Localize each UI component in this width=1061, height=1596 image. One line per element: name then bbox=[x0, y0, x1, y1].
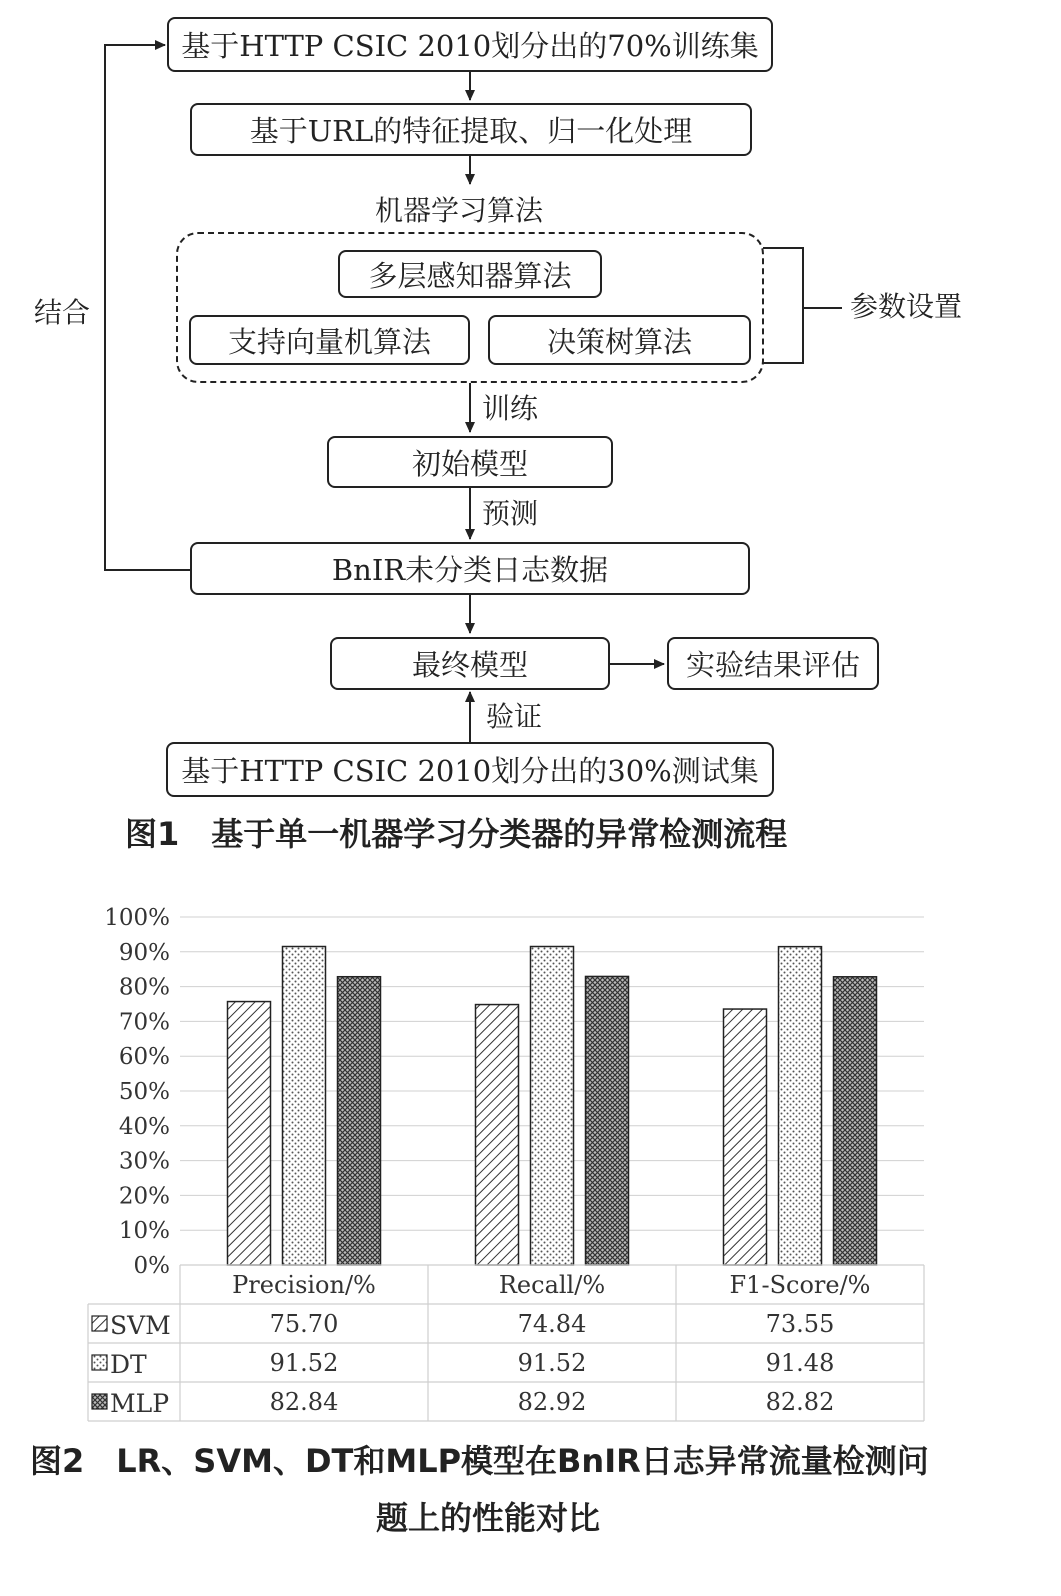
y-tick-label: 80% bbox=[118, 974, 170, 1001]
dt-algorithm-box: 决策树算法 bbox=[488, 315, 751, 365]
y-tick-label: 0% bbox=[133, 1253, 170, 1279]
evaluation-box: 实验结果评估 bbox=[667, 637, 879, 690]
y-tick-label: 100% bbox=[104, 905, 170, 931]
data-label: 82.82 bbox=[765, 1388, 835, 1416]
legend-label-mlp: MLP bbox=[110, 1389, 170, 1418]
y-tick-label: 30% bbox=[118, 1148, 170, 1175]
figure2-caption-line1: 图2 LR、SVM、DT和MLP模型在BnIR日志异常流量检测问 bbox=[30, 1442, 929, 1480]
bar-svm-2 bbox=[724, 1009, 767, 1265]
param-setting-label: 参数设置 bbox=[850, 290, 963, 323]
bar-dt-1 bbox=[531, 947, 574, 1265]
legend-label-dt: DT bbox=[110, 1350, 147, 1379]
ml-algorithms-title: 机器学习算法 bbox=[375, 194, 544, 227]
y-axis-ticks bbox=[104, 905, 170, 1279]
bar-dt-0 bbox=[283, 947, 326, 1265]
initial-model-box: 初始模型 bbox=[327, 436, 613, 488]
data-label: 91.48 bbox=[765, 1349, 835, 1377]
category-label: Precision/% bbox=[232, 1271, 376, 1299]
feature-extraction-box: 基于URL的特征提取、归一化处理 bbox=[190, 103, 752, 156]
y-tick-label: 10% bbox=[118, 1218, 170, 1245]
mlp-algorithm-box: 多层感知器算法 bbox=[338, 250, 602, 298]
data-label: 73.55 bbox=[765, 1310, 835, 1338]
y-tick-label: 90% bbox=[118, 939, 170, 966]
y-tick-label: 70% bbox=[118, 1009, 170, 1036]
bars bbox=[228, 947, 877, 1265]
category-label: F1-Score/% bbox=[729, 1271, 871, 1299]
legend-label-svm: SVM bbox=[110, 1311, 171, 1340]
combine-label: 结合 bbox=[34, 296, 91, 329]
predict-label: 预测 bbox=[482, 497, 539, 530]
data-label: 75.70 bbox=[269, 1310, 339, 1338]
bar-mlp-0 bbox=[338, 977, 381, 1265]
legend-swatch-svm bbox=[92, 1316, 107, 1331]
data-label: 82.92 bbox=[517, 1388, 587, 1416]
bnir-data-box: BnIR未分类日志数据 bbox=[190, 542, 750, 595]
y-tick-label: 60% bbox=[118, 1044, 170, 1071]
train-label: 训练 bbox=[482, 392, 539, 425]
bar-mlp-1 bbox=[586, 976, 629, 1265]
data-label: 91.52 bbox=[517, 1349, 587, 1377]
legend-swatch-dt bbox=[92, 1355, 107, 1370]
y-tick-label: 40% bbox=[118, 1113, 170, 1140]
data-label: 74.84 bbox=[517, 1310, 587, 1338]
y-tick-label: 50% bbox=[118, 1079, 170, 1105]
final-model-box: 最终模型 bbox=[330, 637, 610, 690]
performance-chart bbox=[0, 890, 1061, 1440]
train-set-box: 基于HTTP CSIC 2010划分出的70%训练集 bbox=[167, 17, 773, 72]
data-table bbox=[88, 1265, 924, 1421]
verify-label: 验证 bbox=[486, 700, 543, 733]
figure1-caption: 图1 基于单一机器学习分类器的异常检测流程 bbox=[125, 815, 788, 853]
param-bracket bbox=[763, 248, 803, 363]
bar-dt-2 bbox=[779, 947, 822, 1265]
legend-swatch-mlp bbox=[92, 1394, 107, 1409]
bar-mlp-2 bbox=[834, 977, 877, 1265]
data-label: 82.84 bbox=[269, 1388, 339, 1416]
y-tick-label: 20% bbox=[118, 1183, 170, 1210]
category-label: Recall/% bbox=[498, 1271, 606, 1299]
figure2-caption-line2: 题上的性能对比 bbox=[376, 1499, 601, 1537]
bar-svm-0 bbox=[228, 1002, 271, 1265]
svm-algorithm-box: 支持向量机算法 bbox=[189, 315, 470, 365]
test-set-box: 基于HTTP CSIC 2010划分出的30%测试集 bbox=[166, 742, 774, 797]
data-label: 91.52 bbox=[269, 1349, 339, 1377]
bar-svm-1 bbox=[476, 1005, 519, 1265]
